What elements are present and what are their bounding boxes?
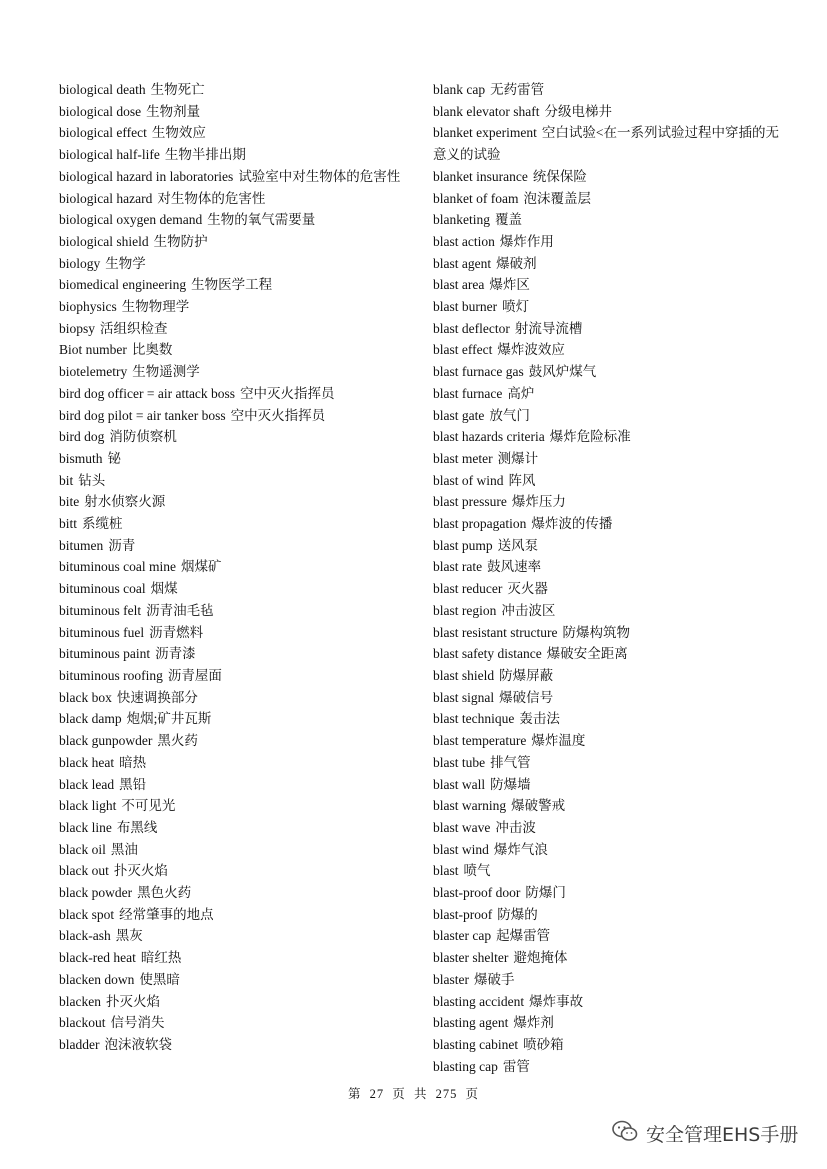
glossary-entry — [433, 730, 785, 752]
entry-definition: 鼓风速率 — [487, 559, 542, 575]
entry-definition: 生物学 — [105, 255, 146, 271]
entry-definition: 快速调换部分 — [116, 689, 198, 705]
right-column — [433, 79, 785, 1077]
entry-term: biological shield — [59, 233, 149, 249]
entry-term: blast temperature — [433, 733, 527, 749]
entry-definition: 信号消失 — [110, 1015, 165, 1031]
glossary-entry — [59, 513, 411, 535]
entry-definition: 生物效应 — [151, 125, 206, 141]
entry-definition: 分级电梯井 — [544, 103, 612, 119]
footer-di: 第 — [348, 1087, 362, 1101]
glossary-entry — [433, 470, 785, 492]
entry-definition: 冲击波区 — [501, 602, 556, 618]
entry-term: black line — [59, 819, 112, 835]
entry-term: bituminous felt — [59, 602, 142, 618]
glossary-entry — [433, 1012, 785, 1034]
entry-definition: 系缆桩 — [82, 516, 123, 532]
entry-term: blast effect — [433, 342, 493, 358]
footer-page-number: 27 — [369, 1087, 385, 1101]
entry-term: blast reducer — [433, 581, 503, 597]
glossary-entry — [59, 231, 411, 253]
entry-term: blast hazards criteria — [433, 429, 545, 445]
glossary-entry — [433, 578, 785, 600]
entry-definition: 生物医学工程 — [191, 277, 273, 293]
entry-term: black light — [59, 798, 117, 814]
entry-definition: 生物半排出期 — [164, 147, 246, 163]
entry-term: bladder — [59, 1036, 100, 1052]
entry-definition: 爆炸剂 — [513, 1015, 554, 1031]
entry-definition: 防爆构筑物 — [562, 624, 630, 640]
entry-term: blast furnace gas — [433, 364, 524, 380]
entry-term: black-ash — [59, 928, 111, 944]
glossary-entry — [433, 817, 785, 839]
glossary-entry — [59, 166, 411, 188]
entry-term: biological death — [59, 82, 146, 97]
entry-term: blast action — [433, 233, 495, 249]
glossary-entry — [59, 687, 411, 709]
glossary-entry — [59, 491, 411, 513]
glossary-entry — [433, 209, 785, 231]
glossary-entry — [59, 969, 411, 991]
glossary-entry — [433, 188, 785, 210]
glossary-entry — [433, 925, 785, 947]
entry-term: blast furnace — [433, 385, 503, 401]
entry-term: blast pump — [433, 537, 493, 553]
entry-term: biological oxygen demand — [59, 212, 203, 228]
entry-definition: 比奥数 — [131, 342, 173, 358]
entry-term: blast signal — [433, 689, 495, 705]
glossary-entry — [59, 622, 411, 644]
entry-term: blast shield — [433, 667, 495, 683]
entry-term: blast region — [433, 602, 497, 618]
entry-term: biomedical engineering — [59, 277, 187, 293]
entry-definition: 统保保险 — [532, 168, 587, 184]
entry-definition: 扑灭火焰 — [113, 863, 168, 879]
watermark — [612, 1118, 812, 1148]
entry-definition: 防爆墙 — [490, 776, 531, 792]
glossary-entry — [433, 774, 785, 796]
entry-term: blast tube — [433, 754, 486, 770]
glossary-entry — [59, 1034, 411, 1056]
entry-definition: 空白试验<在一系列试验过程中穿插的无意义的试验 — [433, 125, 779, 163]
glossary-entry — [59, 144, 411, 166]
entry-term: blaster cap — [433, 928, 492, 944]
entry-definition: 无药雷管 — [490, 82, 545, 97]
entry-term: blanket experiment — [433, 125, 537, 141]
entry-term: black box — [59, 689, 112, 705]
page-footer — [0, 1084, 827, 1102]
entry-definition: 喷气 — [463, 863, 491, 879]
entry-definition: 起爆雷管 — [496, 928, 551, 944]
entry-definition: 雷管 — [502, 1058, 530, 1074]
entry-term: biopsy — [59, 320, 96, 336]
glossary-entry — [59, 665, 411, 687]
entry-term: blast meter — [433, 450, 493, 466]
entry-definition: 烟煤矿 — [181, 559, 222, 575]
glossary-entry — [59, 904, 411, 926]
glossary-entry — [59, 795, 411, 817]
glossary-entry — [59, 253, 411, 275]
entry-definition: 爆炸波的传播 — [531, 516, 613, 532]
glossary-entry — [433, 405, 785, 427]
wechat-icon — [612, 1120, 646, 1147]
glossary-entry — [59, 535, 411, 557]
entry-definition: 测爆计 — [497, 450, 539, 466]
entry-term: bird dog pilot = air tanker boss — [59, 407, 226, 423]
entry-definition: 炮烟;矿井瓦斯 — [126, 711, 212, 727]
glossary-entry — [433, 231, 785, 253]
entry-term: blasting cap — [433, 1058, 498, 1074]
entry-definition: 经常肇事的地点 — [119, 906, 214, 922]
entry-term: bituminous coal — [59, 581, 146, 597]
glossary-entry — [433, 643, 785, 665]
entry-term: biophysics — [59, 299, 117, 315]
entry-definition: 生物遥测学 — [132, 364, 200, 380]
entry-definition: 使黑暗 — [139, 971, 180, 987]
entry-definition: 暗红热 — [140, 950, 182, 966]
entry-term: blast-proof door — [433, 885, 521, 901]
glossary-entry — [59, 730, 411, 752]
entry-definition: 爆破警戒 — [511, 798, 566, 814]
glossary-entry — [433, 274, 785, 296]
entry-term: Biot number — [59, 342, 127, 358]
entry-definition: 爆炸压力 — [511, 494, 566, 510]
entry-term: biotelemetry — [59, 364, 128, 380]
entry-term: biological effect — [59, 125, 147, 141]
entry-definition: 鼓风炉煤气 — [528, 364, 597, 380]
entry-term: blast gate — [433, 407, 485, 423]
entry-definition: 灭火器 — [507, 581, 548, 597]
entry-definition: 泡沫液软袋 — [104, 1036, 172, 1052]
entry-term: biological hazard — [59, 190, 153, 206]
glossary-entry — [59, 274, 411, 296]
glossary-entry — [59, 1012, 411, 1034]
glossary-entry — [59, 817, 411, 839]
glossary-entry — [59, 556, 411, 578]
entry-definition: 高炉 — [507, 385, 535, 401]
entry-term: blast burner — [433, 299, 498, 315]
glossary-entry — [433, 665, 785, 687]
glossary-entry — [59, 470, 411, 492]
entry-term: blast pressure — [433, 494, 507, 510]
entry-term: biological dose — [59, 103, 142, 119]
glossary-entry — [433, 687, 785, 709]
entry-definition: 避炮掩体 — [513, 950, 568, 966]
entry-term: blasting cabinet — [433, 1036, 519, 1052]
entry-term: blacken — [59, 993, 101, 1009]
watermark-text: 安全管理EHS手册 — [646, 1123, 799, 1146]
entry-term: black heat — [59, 754, 115, 770]
entry-term: blaster shelter — [433, 950, 509, 966]
glossary-entry — [433, 101, 785, 123]
entry-definition: 活组织检查 — [100, 320, 168, 336]
entry-definition: 生物的氧气需要量 — [207, 212, 316, 228]
entry-term: black spot — [59, 906, 115, 922]
entry-definition: 黑色火药 — [137, 885, 192, 901]
glossary-entry — [433, 752, 785, 774]
footer-ye-2: 页 — [465, 1087, 479, 1101]
entry-term: blast wind — [433, 841, 489, 857]
glossary-entry — [59, 839, 411, 861]
entry-definition: 射水侦察火源 — [84, 494, 166, 510]
footer-gong: 共 — [413, 1087, 428, 1101]
entry-definition: 沥青屋面 — [167, 667, 222, 683]
entry-definition: 覆盖 — [495, 212, 522, 228]
entry-term: blaster — [433, 971, 469, 987]
footer-total-pages: 275 — [435, 1087, 458, 1101]
glossary-entry — [433, 383, 785, 405]
entry-definition: 消防侦察机 — [109, 429, 177, 445]
entry-term: black powder — [59, 885, 133, 901]
entry-definition: 沥青油毛毡 — [146, 602, 214, 618]
glossary-entry — [59, 925, 411, 947]
entry-term: blast warning — [433, 798, 507, 814]
glossary-entry — [433, 882, 785, 904]
entry-term: blast of wind — [433, 472, 504, 488]
glossary-entry — [59, 361, 411, 383]
entry-term: blast wave — [433, 819, 491, 835]
entry-definition: 喷砂箱 — [523, 1036, 564, 1052]
glossary-entry — [433, 1034, 785, 1056]
entry-term: blasting agent — [433, 1015, 509, 1031]
glossary-entry — [433, 556, 785, 578]
entry-term: blacken down — [59, 971, 135, 987]
entry-definition: 试验室中对生物体的危害性 — [238, 168, 401, 184]
entry-definition: 防爆的 — [497, 906, 538, 922]
glossary-entry — [433, 339, 785, 361]
glossary-entry — [433, 622, 785, 644]
glossary-entry — [59, 101, 411, 123]
entry-definition: 送风泵 — [497, 537, 539, 553]
entry-term: bituminous paint — [59, 646, 151, 662]
entry-term: blast-proof — [433, 906, 493, 922]
glossary-entry — [433, 491, 785, 513]
glossary-entry — [59, 122, 411, 144]
glossary-entry — [433, 318, 785, 340]
entry-term: biological hazard in laboratories — [59, 168, 234, 184]
glossary-entry — [433, 426, 785, 448]
glossary-entry — [433, 361, 785, 383]
entry-term: bit — [59, 472, 74, 488]
entry-term: bitumen — [59, 537, 104, 553]
entry-term: bite — [59, 494, 80, 510]
glossary-entry — [433, 969, 785, 991]
entry-definition: 生物剂量 — [146, 103, 201, 119]
entry-term: black-red heat — [59, 950, 136, 966]
glossary-entry — [433, 122, 785, 165]
entry-definition: 黑灰 — [115, 928, 143, 944]
glossary-entry — [59, 947, 411, 969]
entry-definition: 黑铅 — [119, 776, 147, 792]
glossary-entry — [433, 79, 785, 101]
entry-definition: 排气管 — [490, 754, 531, 770]
entry-definition: 防爆屏蔽 — [499, 667, 554, 683]
glossary-entry — [59, 774, 411, 796]
entry-term: blast deflector — [433, 320, 510, 336]
entry-definition: 黑火药 — [157, 733, 198, 749]
glossary-entry — [433, 947, 785, 969]
entry-term: black damp — [59, 711, 122, 727]
entry-term: blast area — [433, 277, 485, 293]
glossary-entry — [59, 752, 411, 774]
glossary-entry — [59, 448, 411, 470]
left-column — [59, 79, 411, 1056]
entry-definition: 轰击法 — [519, 711, 560, 727]
entry-definition: 爆破手 — [474, 971, 515, 987]
glossary-entry — [59, 209, 411, 231]
entry-term: blackout — [59, 1015, 106, 1031]
entry-definition: 生物物理学 — [121, 299, 190, 315]
entry-definition: 生物防护 — [153, 233, 208, 249]
entry-definition: 布黑线 — [116, 819, 158, 835]
entry-definition: 黑油 — [110, 841, 138, 857]
glossary-entry — [59, 860, 411, 882]
entry-term: bitt — [59, 516, 78, 532]
entry-definition: 对生物体的危害性 — [157, 190, 266, 206]
glossary-entry — [59, 188, 411, 210]
entry-term: bismuth — [59, 450, 103, 466]
glossary-entry — [59, 882, 411, 904]
entry-definition: 爆炸气浪 — [493, 841, 548, 857]
glossary-entry — [59, 578, 411, 600]
entry-term: blanketing — [433, 212, 490, 228]
entry-definition: 冲击波 — [495, 819, 536, 835]
glossary-entry — [433, 513, 785, 535]
glossary-entry — [59, 296, 411, 318]
entry-term: black out — [59, 863, 109, 879]
entry-term: blast technique — [433, 711, 515, 727]
entry-definition: 沥青燃料 — [149, 624, 204, 640]
entry-term: blanket of foam — [433, 190, 519, 206]
entry-definition: 钻头 — [78, 472, 106, 488]
entry-definition: 爆破信号 — [499, 689, 554, 705]
glossary-entry — [59, 383, 411, 405]
entry-definition: 扑灭火焰 — [105, 993, 160, 1009]
entry-definition: 空中灭火指挥员 — [240, 385, 335, 401]
entry-definition: 爆炸波效应 — [497, 342, 565, 358]
entry-term: blank elevator shaft — [433, 103, 540, 119]
glossary-entry — [433, 1056, 785, 1078]
entry-definition: 暗热 — [119, 754, 147, 770]
entry-definition: 爆炸区 — [489, 277, 530, 293]
glossary-entry — [59, 426, 411, 448]
glossary-entry — [433, 535, 785, 557]
entry-term: black lead — [59, 776, 115, 792]
glossary-entry — [433, 904, 785, 926]
entry-definition: 空中灭火指挥员 — [230, 407, 326, 423]
glossary-entry — [59, 79, 411, 101]
entry-term: blast resistant structure — [433, 624, 558, 640]
entry-definition: 沥青漆 — [155, 646, 196, 662]
entry-definition: 不可见光 — [121, 798, 176, 814]
entry-term: bird dog — [59, 429, 105, 445]
glossary-entry — [59, 339, 411, 361]
entry-definition: 爆破安全距离 — [546, 646, 628, 662]
footer-ye: 页 — [392, 1087, 406, 1101]
entry-term: blast wall — [433, 776, 486, 792]
entry-term: bituminous roofing — [59, 667, 163, 683]
glossary-entry — [433, 448, 785, 470]
entry-definition: 爆破剂 — [496, 255, 537, 271]
entry-definition: 生物死亡 — [150, 82, 205, 97]
entry-term: bird dog officer = air attack boss — [59, 385, 236, 401]
entry-definition: 爆炸事故 — [529, 993, 584, 1009]
entry-term: black oil — [59, 841, 106, 857]
entry-term: blast agent — [433, 255, 492, 271]
glossary-entry — [433, 296, 785, 318]
entry-term: blanket insurance — [433, 168, 528, 184]
entry-term: blank cap — [433, 82, 486, 97]
entry-term: blasting accident — [433, 993, 525, 1009]
entry-definition: 沥青 — [108, 537, 136, 553]
entry-term: blast safety distance — [433, 646, 542, 662]
entry-term: bituminous coal mine — [59, 559, 176, 575]
glossary-entry — [59, 600, 411, 622]
glossary-entry — [433, 600, 785, 622]
entry-definition: 铋 — [107, 450, 122, 466]
entry-definition: 防爆门 — [525, 885, 566, 901]
glossary-entry — [59, 318, 411, 340]
glossary-entry — [433, 991, 785, 1013]
entry-term: black gunpowder — [59, 733, 153, 749]
entry-definition: 爆炸作用 — [499, 233, 554, 249]
entry-definition: 放气门 — [489, 407, 530, 423]
glossary-entry — [433, 708, 785, 730]
entry-definition: 泡沫覆盖层 — [523, 190, 591, 206]
entry-term: blast — [433, 863, 459, 879]
entry-term: blast rate — [433, 559, 483, 575]
entry-definition: 烟煤 — [150, 581, 178, 597]
entry-term: biology — [59, 255, 101, 271]
glossary-entry — [433, 839, 785, 861]
glossary-entry — [433, 253, 785, 275]
entry-definition: 爆炸危险标准 — [549, 429, 631, 445]
glossary-entry — [433, 166, 785, 188]
glossary-entry — [59, 991, 411, 1013]
glossary-entry — [59, 643, 411, 665]
glossary-entry — [433, 795, 785, 817]
glossary-entry — [59, 708, 411, 730]
entry-term: biological half-life — [59, 147, 160, 163]
entry-definition: 射流导流槽 — [514, 320, 583, 336]
entry-definition: 喷灯 — [502, 299, 530, 315]
entry-term: blast propagation — [433, 516, 527, 532]
glossary-entry — [433, 860, 785, 882]
entry-definition: 爆炸温度 — [531, 733, 586, 749]
entry-term: bituminous fuel — [59, 624, 145, 640]
entry-definition: 阵风 — [508, 472, 536, 488]
glossary-entry — [59, 405, 411, 427]
